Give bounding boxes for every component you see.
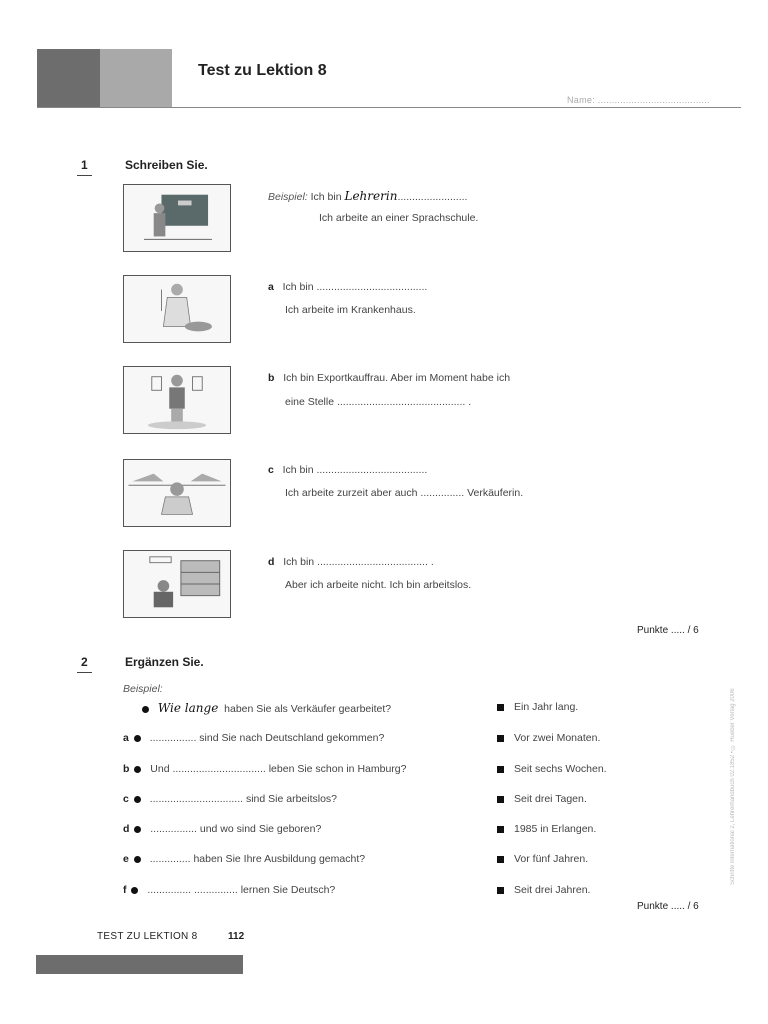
item-1d-letter: d — [268, 556, 275, 568]
item-1a-line2: Ich arbeite im Krankenhaus. — [285, 304, 416, 316]
square-bullet-icon — [497, 704, 504, 711]
item-2c-response-text: Seit drei Tagen. — [514, 793, 587, 805]
footer-bar — [36, 955, 243, 974]
bullet-icon — [134, 766, 141, 773]
item-2f-response-text: Seit drei Jahren. — [514, 884, 591, 896]
item-2b-response-text: Seit sechs Wochen. — [514, 763, 607, 775]
item-2c-text: ................................ sind Sie arbeitslos? — [149, 793, 338, 805]
item-2e-text: .............. haben Sie Ihre Ausbildung gemacht? — [149, 853, 366, 865]
example-2-question — [140, 701, 391, 715]
example-2-question-text: haben Sie als Verkäufer gearbeitet? — [224, 703, 392, 715]
item-2d-response — [497, 823, 596, 835]
item-2d-text: ................ und wo sind Sie geboren? — [150, 823, 322, 835]
square-bullet-icon — [497, 856, 504, 863]
example-2-response-text: Ein Jahr lang. — [514, 701, 579, 713]
picture-teacher — [123, 184, 231, 252]
office-woman-illustration-icon — [124, 367, 230, 433]
header-color-block-light — [100, 49, 172, 108]
item-1a-line1 — [268, 281, 427, 293]
bullet-icon — [134, 826, 141, 833]
item-2b-letter: b — [123, 763, 130, 775]
item-2f-letter: f — [123, 884, 127, 896]
item-2e-question — [123, 853, 365, 865]
item-2d-response-text: 1985 in Erlangen. — [514, 823, 597, 835]
square-bullet-icon — [497, 826, 504, 833]
item-1a-letter: a — [268, 281, 274, 293]
square-bullet-icon — [497, 796, 504, 803]
job-center-illustration-icon — [124, 551, 230, 617]
page-title: Test zu Lektion 8 — [198, 62, 327, 79]
section-1-title: Schreiben Sie. — [125, 158, 208, 172]
page-number: 112 — [228, 931, 245, 942]
example-1-prefix: Beispiel: — [268, 191, 308, 203]
section-2-title: Ergänzen Sie. — [125, 655, 204, 669]
picture-nurse — [123, 275, 231, 343]
header-divider — [37, 107, 741, 108]
item-2e-response-text: Vor fünf Jahren. — [514, 853, 589, 865]
item-2b-text: Und ................................ leben Sie schon in Hamburg? — [150, 763, 407, 775]
section-1-points: Punkte ..... / 6 — [637, 625, 699, 636]
item-1b-text: Ich bin Exportkauffrau. Aber im Moment habe ich — [283, 372, 511, 384]
item-1d-line1 — [268, 556, 434, 568]
section-2-number: 2 — [81, 655, 88, 669]
bullet-icon — [134, 735, 141, 742]
item-2f-text: ............... ............... lernen Sie Deutsch? — [147, 884, 336, 896]
item-2a-response — [497, 732, 600, 744]
picture-saleswoman — [123, 459, 231, 527]
example-1-dots: ........................ — [397, 191, 468, 203]
item-1d-line2: Aber ich arbeite nicht. Ich bin arbeitslos. — [285, 579, 472, 591]
item-1a-text: Ich bin ...................................... — [282, 281, 428, 293]
item-2c-letter: c — [123, 793, 129, 805]
item-2a-text: ................ sind Sie nach Deutschland gekommen? — [149, 732, 385, 744]
item-2c-response — [497, 793, 587, 805]
item-1c-line1 — [268, 464, 427, 476]
picture-office-woman — [123, 366, 231, 434]
teacher-illustration-icon — [124, 185, 230, 251]
nurse-illustration-icon — [124, 276, 230, 342]
item-2c-question — [123, 793, 337, 805]
square-bullet-icon — [497, 735, 504, 742]
bullet-icon — [131, 887, 138, 894]
saleswoman-illustration-icon — [124, 460, 230, 526]
copyright-side-text: Schritte international 2, Lehrerhandbuch 02.1852 • © Hueber Verlag 2006 — [730, 688, 736, 885]
item-2f-question — [123, 884, 335, 896]
footer-label: TEST ZU LEKTION 8 — [97, 931, 198, 942]
item-2d-letter: d — [123, 823, 130, 835]
item-1d-text: Ich bin ...................................... . — [283, 556, 434, 568]
picture-job-center — [123, 550, 231, 618]
item-2f-response — [497, 884, 590, 896]
square-bullet-icon — [497, 887, 504, 894]
example-1-line2: Ich arbeite an einer Sprachschule. — [319, 212, 479, 224]
header-color-block-dark — [37, 49, 100, 108]
item-2e-letter: e — [123, 853, 129, 865]
example-1-answer: Lehrerin — [344, 189, 398, 203]
example-1-line1 — [268, 189, 467, 203]
item-1c-letter: c — [268, 464, 274, 476]
item-2b-question — [123, 763, 406, 775]
example-2-answer: Wie lange — [157, 701, 219, 715]
item-1b-line1 — [268, 372, 510, 384]
example-1-start: Ich bin — [310, 191, 342, 203]
item-2a-response-text: Vor zwei Monaten. — [514, 732, 601, 744]
item-2e-response — [497, 853, 588, 865]
item-1c-line2: Ich arbeite zurzeit aber auch ............... Verkäuferin. — [285, 487, 524, 499]
item-1b-line2: eine Stelle ............................................ . — [285, 396, 472, 408]
item-2a-question — [123, 732, 384, 744]
item-2d-question — [123, 823, 321, 835]
section-2-example-label: Beispiel: — [123, 683, 163, 695]
bullet-icon — [134, 796, 141, 803]
example-2-response — [497, 701, 578, 713]
item-2b-response — [497, 763, 607, 775]
bullet-icon — [134, 856, 141, 863]
item-1c-text: Ich bin ...................................... — [282, 464, 428, 476]
square-bullet-icon — [497, 766, 504, 773]
item-2a-letter: a — [123, 732, 129, 744]
name-field-label: Name: ........................................ — [567, 95, 710, 105]
section-2-points: Punkte ..... / 6 — [637, 901, 699, 912]
bullet-icon — [142, 706, 149, 713]
section-1-number: 1 — [81, 158, 88, 172]
item-1b-letter: b — [268, 372, 275, 384]
